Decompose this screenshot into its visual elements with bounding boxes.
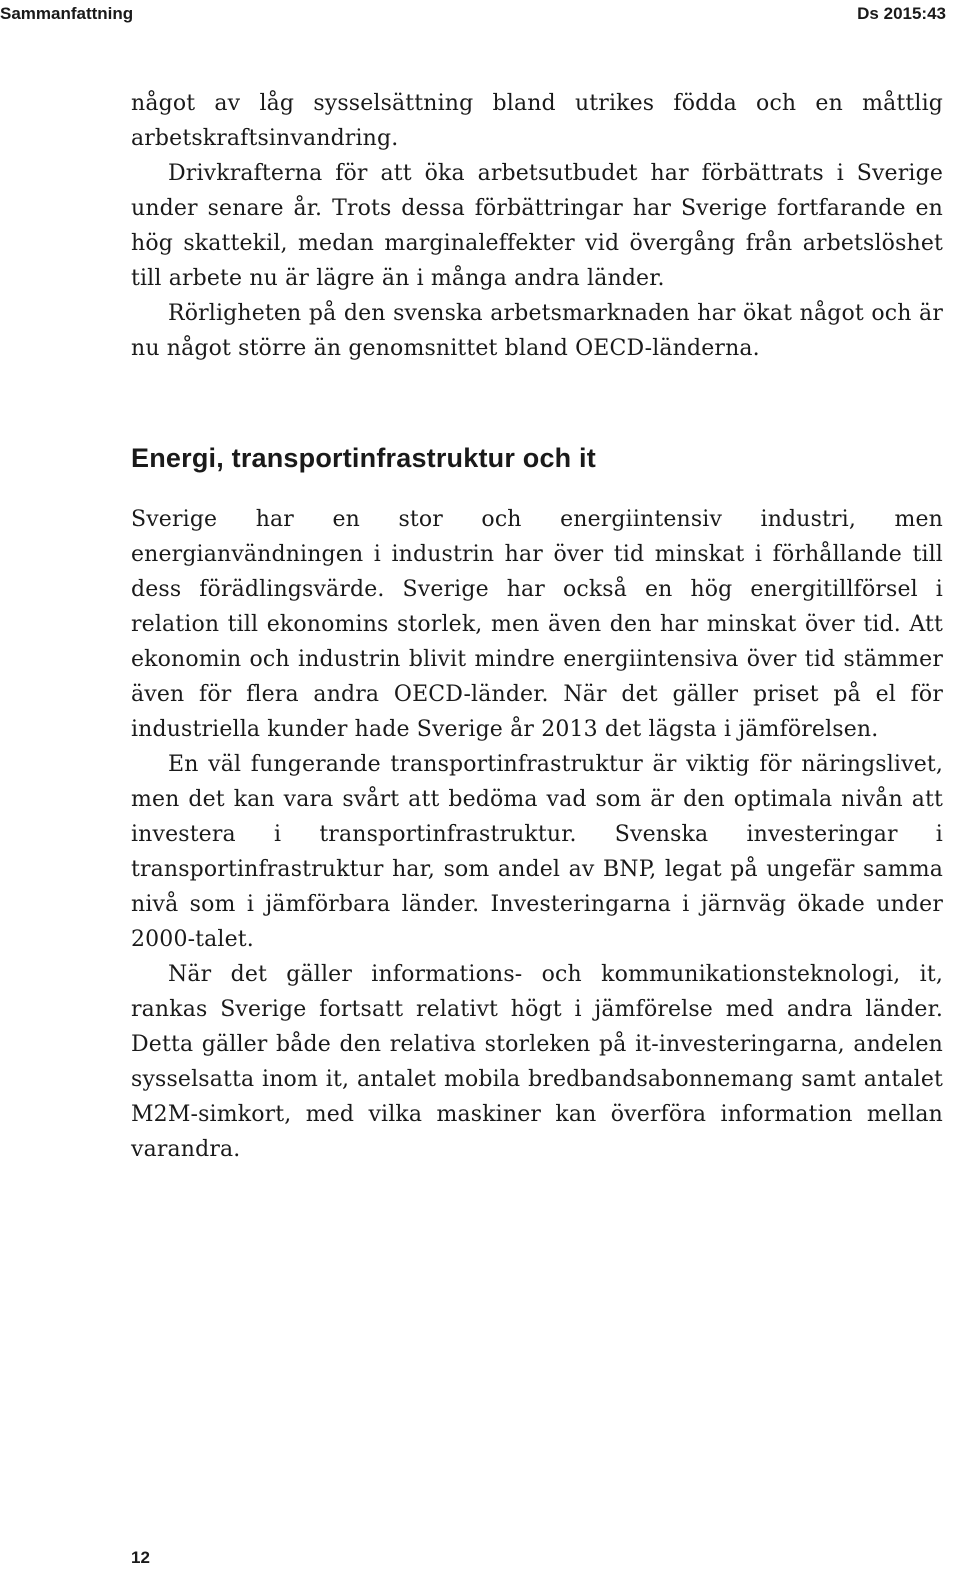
intro-text-block — [131, 86, 943, 366]
body-paragraph: Drivkrafterna för att öka arbetsutbudet har förbättrats i Sverige under senare år. Trots dessa förbättringar har Sverige fortfarande en hög skattekil, medan marginaleffekter vid övergång från arbetslöshet till arbete nu är lägre än i många andra länder. — [131, 161, 943, 291]
body-paragraph: En väl fungerande transportinfrastruktur är viktig för näringslivet, men det kan vara svårt att bedöma vad som är den optimala nivån att investera i transportinfrastruktur. Svenska investeringar i transportinfrastruktur har, som andel av BNP, legat på ungefär samma nivå som i jämförbara länder. Investeringarna i järnväg ökade under 2000-talet. — [131, 752, 943, 952]
body-paragraph: Rörligheten på den svenska arbetsmarknaden har ökat något och är nu något större än genomsnittet bland OECD-länderna. — [131, 301, 943, 361]
running-header — [0, 0, 960, 28]
running-header-section: Sammanfattning — [0, 4, 134, 23]
running-header-doc-id: Ds 2015:43 — [857, 4, 946, 23]
body-paragraph: något av låg sysselsättning bland utrikes födda och en måttlig arbetskraftsinvandring. — [131, 91, 943, 151]
body-paragraph: Sverige har en stor och energiintensiv industri, men energianvändningen i industrin har över tid minskat i förhållande till dess förädlingsvärde. Sverige har också en hög energitillförsel i relation till ekonomins storlek, men även den har minskat över tid. Att ekonomin och industrin blivit mindre energiintensiva över tid stämmer även för flera andra OECD-länder. När det gäller priset på el för industriella kunder hade Sverige år 2013 det lägsta i jämförelsen. — [131, 507, 943, 742]
body-paragraph: När det gäller informations- och kommunikationsteknologi, it, rankas Sverige fortsatt relativt högt i jämförelse med andra länder. Detta gäller både den relativa storleken på it-investeringarna, andelen sysselsatta inom it, antalet mobila bredbandsabonnemang samt antalet M2M-simkort, med vilka maskiner kan överföra information mellan varandra. — [131, 962, 943, 1162]
section-heading: Energi, transportinfrastruktur och it — [131, 443, 596, 473]
section-text-block — [131, 502, 943, 1167]
page-number: 12 — [131, 1548, 150, 1567]
